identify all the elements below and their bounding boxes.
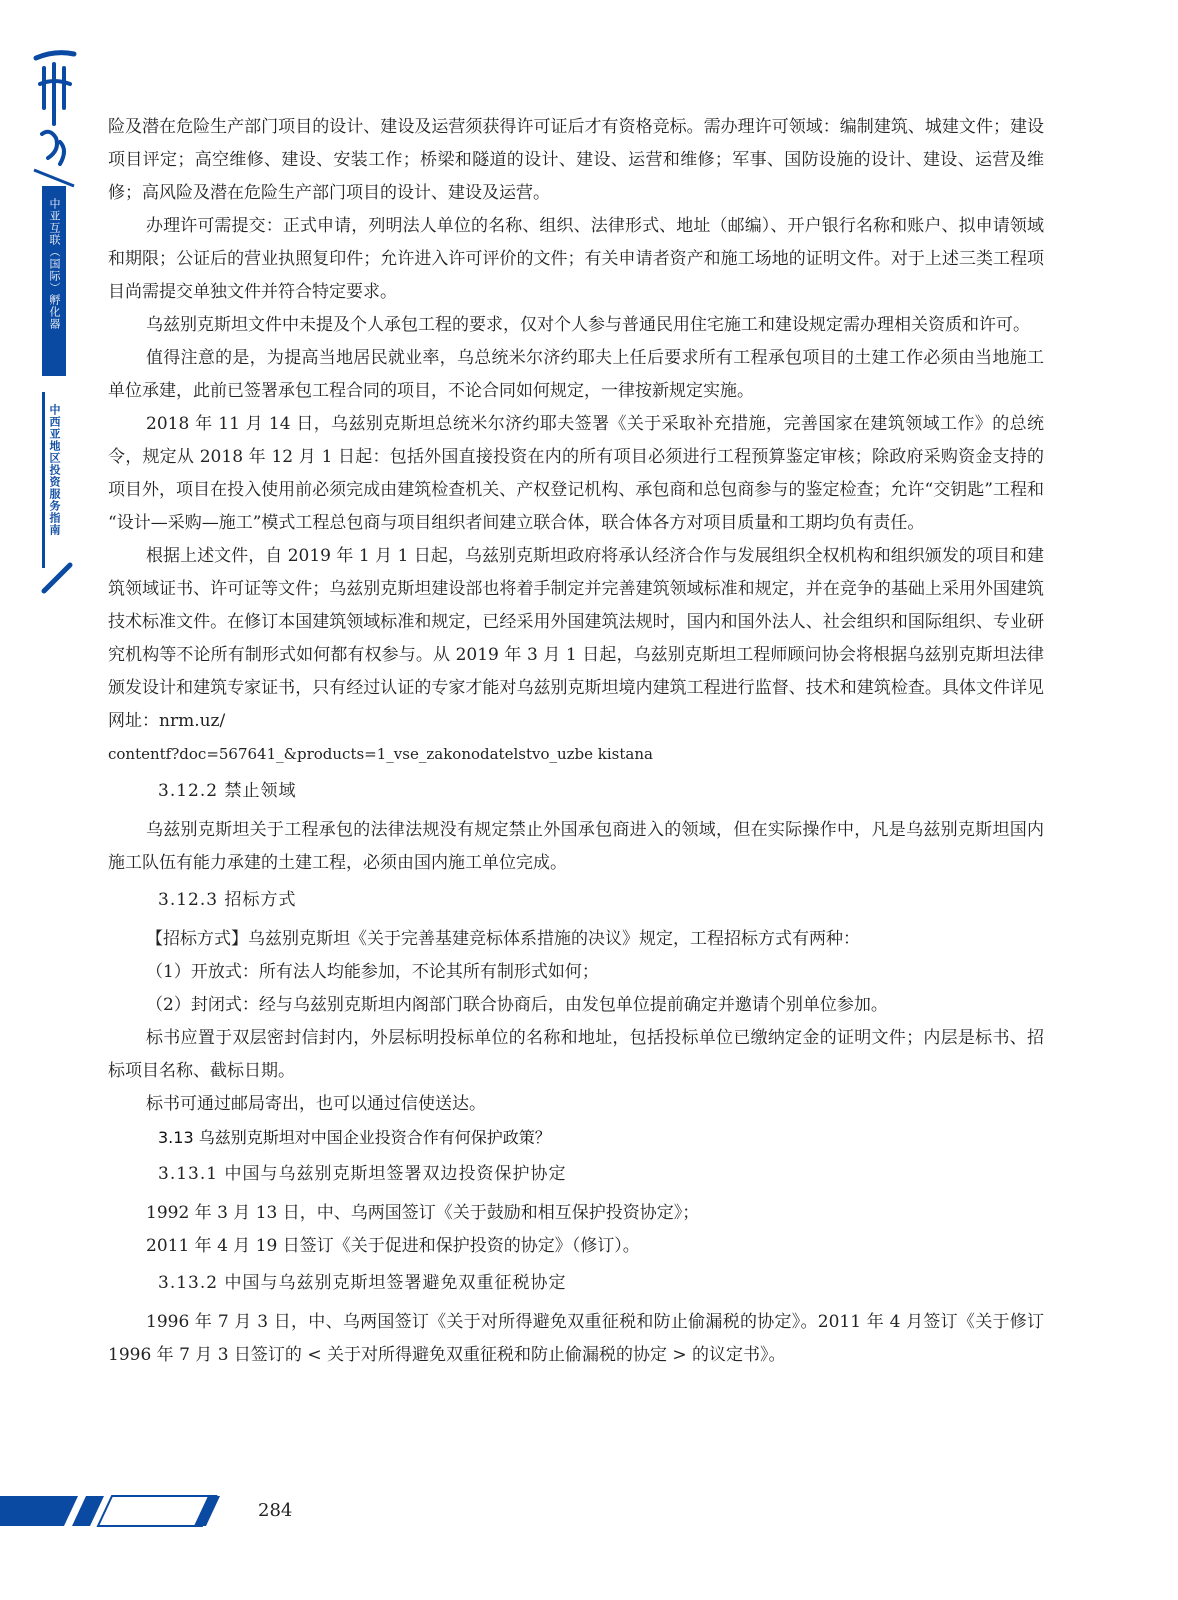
paragraph: 值得注意的是，为提高当地居民就业率，乌总统米尔济约耶夫上任后要求所有工程承包项目的土建工作必须由当地施工单位承建，此前已签署承包工程合同的项目，不论合同如何规定，一律按新规定实施。 [108,348,1044,401]
sidebar-label-incubator: 中亚互联（国际）孵化器 [48,198,61,330]
paragraph: 乌兹别克斯坦文件中未提及个人承包工程的要求，仅对个人参与普通民用住宅施工和建设规定需办理相关资质和许可。 [146,315,1030,335]
paragraph: 险及潜在危险生产部门项目的设计、建设及运营须获得许可证后才有资格竞标。需办理许可领域：编制建筑、城建文件；建设项目评定；高空维修、建设、安装工作；桥梁和隧道的设计、建设、运营和维修；军事、国防设施的设计、建设、运营及维修；高风险及潜在危险生产部门项目的设计、建设及运营。 [108,117,1044,203]
belt-road-logo [30,38,80,188]
paragraph: 1992 年 3 月 13 日，中、乌两国签订《关于鼓励和相互保护投资协定》； [146,1203,700,1223]
section-heading-3-13: 3.13 乌兹别克斯坦对中国企业投资合作有何保护政策？ [158,1128,551,1147]
section-heading-3-13-1: 3.13.1 中国与乌兹别克斯坦签署双边投资保护协定 [158,1164,567,1184]
reference-url: contentf?doc=567641_&products=1_vse_zakonodatelstvo_uzbe kistana [108,745,653,763]
paragraph: 【招标方式】乌兹别克斯坦《关于完善基建竞标体系措施的决议》规定，工程招标方式有两种： [146,929,860,949]
section-heading-3-12-2: 3.12.2 禁止领域 [158,781,297,801]
paragraph: 1996 年 7 月 3 日，中、乌两国签订《关于对所得避免双重征税和防止偷漏税的协定》。2011 年 4 月签订《关于修订 1996 年 7 月 3 日签订的 < 关于对所得避免双重征税和防止偷漏税的协定 > 的议定书》。 [108,1312,1044,1365]
paragraph: 办理许可需提交：正式申请，列明法人单位的名称、组织、法律形式、地址（邮编）、开户银行名称和账户、拟申请领域和期限；公证后的营业执照复印件；允许进入许可评价的文件；有关申请者资产和施工场地的证明文件。对于上述三类工程项目尚需提交单独文件并符合特定要求。 [108,216,1044,302]
paragraph: 2018 年 11 月 14 日，乌兹别克斯坦总统米尔济约耶夫签署《关于采取补充措施，完善国家在建筑领域工作》的总统令，规定从 2018 年 12 月 1 日起：包括外国直接投资在内的所有项目必须进行工程预算鉴定审核；除政府采购资金支持的项目外，项目在投入使用前必须完成由建筑检查机关、产权登记机构、承包商和总包商参与的鉴定检查；允许“交钥匙”工程和 “设计—采购—施工”模式工程总包商与项目组织者间建立联合体，联合体各方对项目质量和工期均负有责任。 [108,414,1044,533]
sidebar-band-guide [42,392,69,568]
sidebar-label-guide: 中西亚地区投资服务指南 [48,404,61,536]
footer-stripe-decoration [0,1490,230,1532]
sidebar-band-incubator [42,186,66,376]
paragraph: 标书应置于双层密封信封内，外层标明投标单位的名称和地址，包括投标单位已缴纳定金的证明文件；内层是标书、招标项目名称、截标日期。 [108,1028,1044,1081]
page-content [108,111,1044,1372]
section-heading-3-12-3: 3.12.3 招标方式 [158,890,297,910]
paragraph: 乌兹别克斯坦关于工程承包的法律法规没有规定禁止外国承包商进入的领域，但在实际操作中，凡是乌兹别克斯坦国内施工队伍有能力承建的土建工程，必须由国内施工单位完成。 [108,820,1044,873]
list-item: （2）封闭式：经与乌兹别克斯坦内阁部门联合协商后，由发包单位提前确定并邀请个别单位参加。 [146,995,888,1015]
paragraph: 根据上述文件，自 2019 年 1 月 1 日起，乌兹别克斯坦政府将承认经济合作与发展组织全权机构和组织颁发的项目和建筑领域证书、许可证等文件；乌兹别克斯坦建设部也将着手制定并完善建筑领域标准和规定，并在竞争的基础上采用外国建筑技术标准文件。在修订本国建筑领域标准和规定，已经采用外国建筑法规时，国内和国外法人、社会组织和国际组织、专业研究机构等不论所有制形式如何都有权参与。从 2019 年 3 月 1 日起，乌兹别克斯坦工程师顾问协会将根据乌兹别克斯坦法律颁发设计和建筑专家证书，只有经过认证的专家才能对乌兹别克斯坦境内建筑工程进行监督、技术和建筑检查。具体文件详见网址：nrm.uz/ [108,546,1044,731]
page-number: 284 [258,1500,293,1521]
list-item: （1）开放式：所有法人均能参加，不论其所有制形式如何； [146,962,599,982]
paragraph: 2011 年 4 月 19 日签订《关于促进和保护投资的协定》（修订）。 [146,1236,640,1256]
spine-slash-decoration [38,555,74,595]
paragraph: 标书可通过邮局寄出，也可以通过信使送达。 [146,1094,486,1114]
section-heading-3-13-2: 3.13.2 中国与乌兹别克斯坦签署避免双重征税协定 [158,1273,567,1293]
